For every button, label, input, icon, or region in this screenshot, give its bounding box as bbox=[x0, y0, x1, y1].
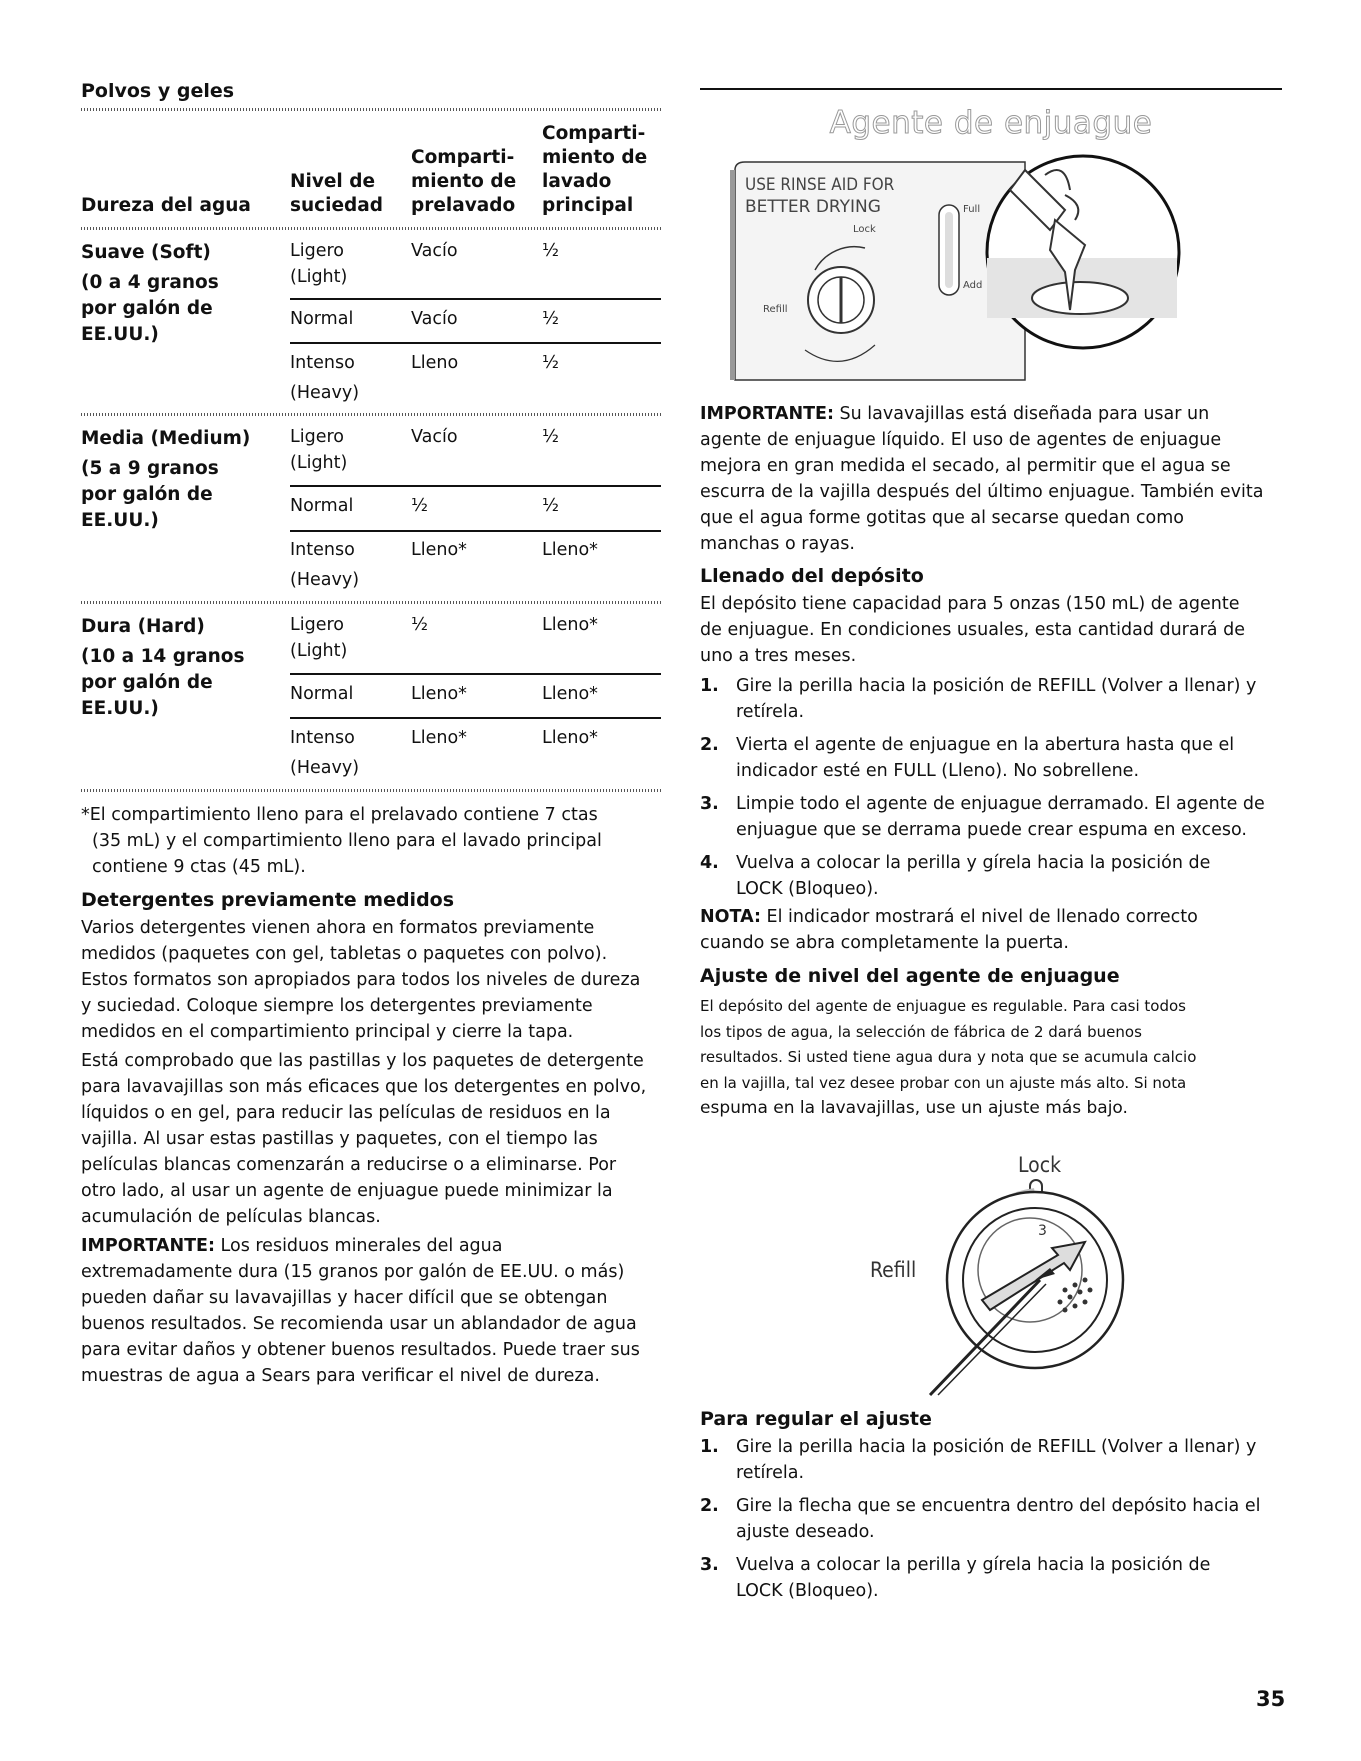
prewash-value: Vacío bbox=[411, 241, 458, 261]
row-rule bbox=[290, 673, 661, 675]
dial-number: 3 bbox=[1038, 1223, 1047, 1239]
prewash-value: Lleno bbox=[411, 353, 459, 373]
fill-step-1: 1. Gire la perilla hacia la posición de REFILL (Volver a llenar) y retírela. bbox=[700, 676, 1257, 722]
adjust-dial-illustration bbox=[850, 1140, 1160, 1400]
group-rule bbox=[81, 413, 661, 416]
prewash-value: ½ bbox=[411, 496, 428, 516]
soil-normal: Normal bbox=[290, 496, 354, 516]
soil-normal: Normal bbox=[290, 684, 354, 704]
dispenser-label-line1: USE RINSE AID FOR bbox=[745, 175, 895, 195]
soil-heavy: Intenso (Heavy) bbox=[290, 728, 360, 778]
rinse-aid-heading: Agente de enjuague bbox=[829, 105, 1153, 141]
prewash-value: Lleno* bbox=[411, 540, 467, 560]
fill-step-2: 2. Vierta el agente de enjuague en la abertura hasta que el indicador esté en FULL (Lleno). No sobrellene. bbox=[700, 735, 1235, 781]
header-main-wash: Comparti- miento de lavado principal bbox=[542, 123, 648, 216]
prewash-value: ½ bbox=[411, 615, 428, 635]
regulate-step-3: 3. Vuelva a colocar la perilla y gírela hacia la posición de LOCK (Bloqueo). bbox=[700, 1555, 1211, 1601]
soil-heavy: Intenso (Heavy) bbox=[290, 353, 360, 403]
section-title-powders: Polvos y geles bbox=[81, 80, 235, 102]
lock-label: Lock bbox=[1018, 1153, 1062, 1177]
premeasured-title: Detergentes previamente medidos bbox=[81, 889, 455, 911]
lock-small-label: Lock bbox=[853, 224, 876, 235]
add-small-label: Add bbox=[963, 280, 983, 291]
regulate-step-1: 1. Gire la perilla hacia la posición de REFILL (Volver a llenar) y retírela. bbox=[700, 1437, 1257, 1483]
refill-small-label: Refill bbox=[763, 304, 788, 315]
prewash-value: Lleno* bbox=[411, 684, 467, 704]
row-rule bbox=[290, 717, 661, 719]
main-value: Lleno* bbox=[542, 615, 598, 635]
soil-normal: Normal bbox=[290, 309, 354, 329]
important-paragraph-right: IMPORTANTE: Su lavavajillas está diseñada para usar un agente de enjuague líquido. El uso de agentes de enjuague mejora en gran medida el secado, al permitir que el agua se escurra de la vajilla después del último enjuague. También evita que el agua forme gotitas que al secarse quedan como manchas o rayas. bbox=[700, 404, 1264, 554]
hardness-hard: Dura (Hard) (10 a 14 granos por galón de EE.UU.) bbox=[81, 616, 245, 719]
premeasured-paragraph-1: Varios detergentes vienen ahora en formatos previamente medidos (paquetes con gel, tabletas o paquetes con polvo). Estos formatos son apropiados para todos los niveles de dureza y suciedad. Coloque siempre los detergentes previamente medidos en el compartimiento principal y cierre la tapa. bbox=[81, 918, 641, 1042]
table-footnote: *El compartimiento lleno para el prelavado contiene 7 ctas (35 mL) y el compartimiento lleno para el lavado principal contiene 9 ctas (45 mL). bbox=[81, 805, 602, 877]
fill-step-4: 4. Vuelva a colocar la perilla y gírela hacia la posición de LOCK (Bloqueo). bbox=[700, 853, 1211, 899]
prewash-value: Vacío bbox=[411, 309, 458, 329]
adjust-level-paragraph: El depósito del agente de enjuague es regulable. Para casi todos los tipos de agua, la selección de fábrica de 2 dará buenos resultados. Si usted tiene agua dura y nota que se acumula calcio en la vajilla, tal vez desee probar con un ajuste más alto. Si nota espuma en la lavavajillas, use un ajuste más bajo. bbox=[700, 997, 1197, 1118]
main-value: ½ bbox=[542, 241, 559, 261]
section-top-rule bbox=[700, 88, 1282, 90]
main-value: ½ bbox=[542, 496, 559, 516]
main-value: ½ bbox=[542, 427, 559, 447]
hardness-medium: Media (Medium) (5 a 9 granos por galón de EE.UU.) bbox=[81, 428, 251, 531]
note-paragraph: NOTA: El indicador mostrará el nivel de llenado correcto cuando se abra completamente la puerta. bbox=[700, 907, 1198, 953]
soil-light: Ligero (Light) bbox=[290, 241, 348, 287]
row-rule bbox=[290, 485, 661, 487]
fill-dispenser-paragraph: El depósito tiene capacidad para 5 onzas (150 mL) de agente de enjuague. En condiciones usuales, esta cantidad durará de uno a tres meses. bbox=[700, 594, 1245, 666]
table-top-rule bbox=[81, 108, 661, 111]
table-bottom-rule bbox=[81, 789, 661, 792]
adjust-level-title: Ajuste de nivel del agente de enjuague bbox=[700, 965, 1120, 987]
refill-label: Refill bbox=[870, 1258, 917, 1282]
row-rule bbox=[290, 342, 661, 344]
premeasured-paragraph-2: Está comprobado que las pastillas y los paquetes de detergente para lavavajillas son más eficaces que los detergentes en polvo, líquidos o en gel, para reducir las películas de residuos en la vajilla. Al usar estas pastillas y paquetes, con el tiempo las películas blancas comenzarán a reducirse o a eliminarse. Por otro lado, al usar un agente de enjuague puede minimizar la acumulación de películas blancas. bbox=[81, 1051, 647, 1227]
page-number: 35 bbox=[1256, 1687, 1286, 1711]
dispenser-label-line2: BETTER DRYING bbox=[745, 197, 881, 217]
regulate-step-2: 2. Gire la flecha que se encuentra dentro del depósito hacia el ajuste deseado. bbox=[700, 1496, 1261, 1542]
main-value: Lleno* bbox=[542, 684, 598, 704]
rinse-aid-dispenser-illustration bbox=[725, 150, 1225, 390]
important-paragraph-left: IMPORTANTE: Los residuos minerales del agua extremadamente dura (15 granos por galón de EE.UU. o más) pueden dañar su lavavajillas y hacer difícil que se obtengan buenos resultados. Se recomienda usar un ablandador de agua para evitar daños y obtener buenos resultados. Puede traer sus muestras de agua a Sears para verificar el nivel de dureza. bbox=[81, 1236, 640, 1386]
main-value: ½ bbox=[542, 309, 559, 329]
soil-light: Ligero (Light) bbox=[290, 615, 348, 661]
prewash-value: Lleno* bbox=[411, 728, 467, 748]
regulate-steps-list bbox=[700, 1434, 1290, 1611]
fill-dispenser-title: Llenado del depósito bbox=[700, 565, 924, 587]
main-value: Lleno* bbox=[542, 728, 598, 748]
fill-step-3: 3. Limpie todo el agente de enjuague derramado. El agente de enjuague que se derrama puede crear espuma en exceso. bbox=[700, 794, 1265, 840]
hardness-soft: Suave (Soft) (0 a 4 granos por galón de EE.UU.) bbox=[81, 242, 219, 345]
header-rule bbox=[81, 227, 661, 230]
soil-heavy: Intenso (Heavy) bbox=[290, 540, 360, 590]
fill-steps-list bbox=[700, 673, 1290, 909]
soil-light: Ligero (Light) bbox=[290, 427, 348, 473]
row-rule bbox=[290, 298, 661, 300]
header-soil-level: Nivel de suciedad bbox=[290, 171, 384, 216]
full-small-label: Full bbox=[963, 204, 981, 215]
header-water-hardness: Dureza del agua bbox=[81, 195, 251, 216]
main-value: ½ bbox=[542, 353, 559, 373]
prewash-value: Vacío bbox=[411, 427, 458, 447]
main-value: Lleno* bbox=[542, 540, 598, 560]
regulate-title: Para regular el ajuste bbox=[700, 1408, 932, 1430]
group-rule bbox=[81, 601, 661, 604]
row-rule bbox=[290, 530, 661, 532]
header-prewash: Comparti- miento de prelavado bbox=[411, 147, 517, 216]
